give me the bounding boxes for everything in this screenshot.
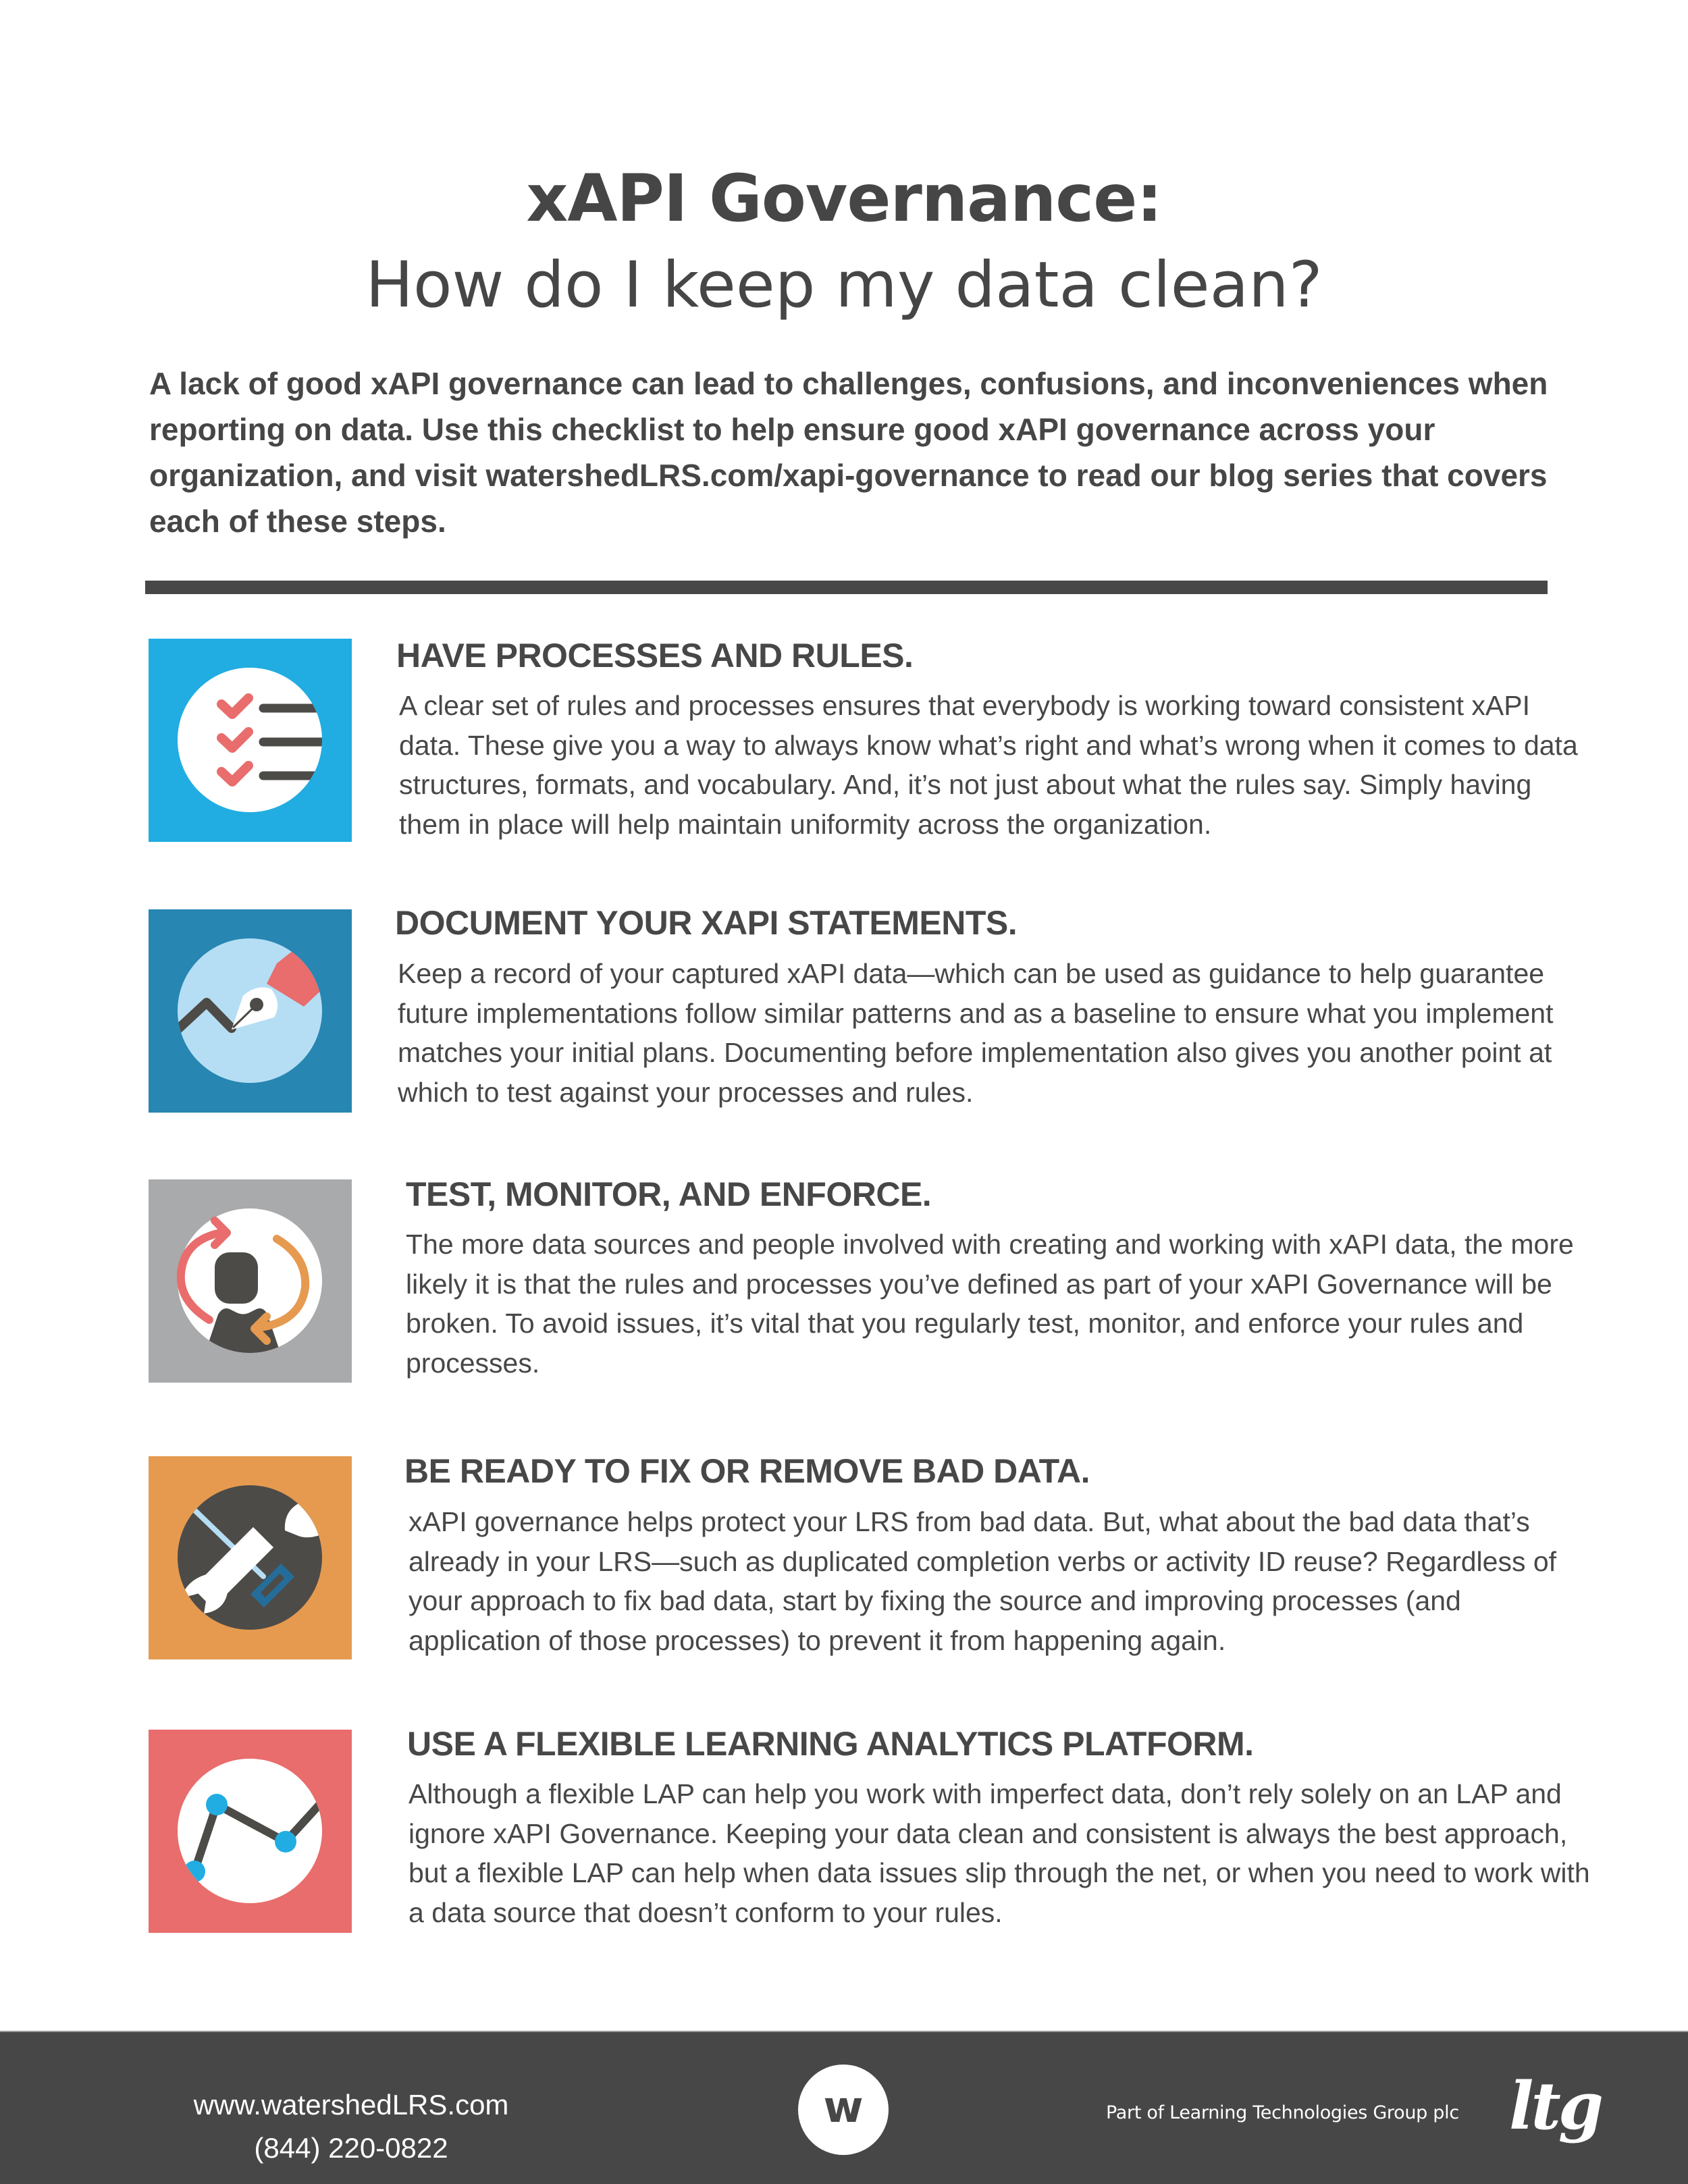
line-chart-icon bbox=[149, 1730, 352, 1933]
section-body: xAPI governance helps protect your LRS from bad data. But, what about the bad data that’s already in your LRS—such as duplicated completion verbs or activity ID reuse? Regardless of your approach to fix bad data, start by fixing the source and improving processes (and application of those processes) to prevent it from happening again. bbox=[408, 1506, 1557, 1656]
section-title: BE READY TO FIX OR REMOVE BAD DATA. bbox=[404, 1452, 1090, 1490]
section-title: DOCUMENT YOUR XAPI STATEMENTS. bbox=[395, 904, 1018, 942]
checklist-icon bbox=[149, 639, 352, 842]
section-body: The more data sources and people involved with creating and working with xAPI data, the more likely it is that the rules and processes you’ve defined as part of your xAPI Governance will be broken. To avoid issues, it’s vital that you regularly test, monitor, and enforce your rules and processes. bbox=[406, 1229, 1574, 1379]
parent-company-text: Part of Learning Technologies Group plc bbox=[1106, 2102, 1459, 2123]
section-body: A clear set of rules and processes ensures that everybody is working toward consistent xAPI data. These give you a way to always know what’s right and what’s wrong when it comes to data structures, formats, and vocabulary. And, it’s not just about what the rules say. Simply having them in place will help maintain uniformity across the organization. bbox=[399, 690, 1578, 840]
person-cycle-icon bbox=[149, 1179, 352, 1383]
section-title: USE A FLEXIBLE LEARNING ANALYTICS PLATFORM. bbox=[407, 1725, 1254, 1763]
page-subtitle: How do I keep my data clean? bbox=[365, 248, 1323, 322]
section-title: HAVE PROCESSES AND RULES. bbox=[396, 637, 914, 674]
footer bbox=[0, 2031, 1688, 2184]
watershed-logo bbox=[798, 2065, 889, 2155]
section-body: Keep a record of your captured xAPI data—which can be used as guidance to help guarantee future implementations follow similar patterns and as a baseline to ensure what you implement matches your initial plans. Documenting before implementation also gives you another point at which to test against your processes and rules. bbox=[398, 958, 1554, 1108]
watershed-logo-letter: w bbox=[823, 2083, 864, 2133]
website-link[interactable]: www.watershedLRS.com bbox=[193, 2089, 509, 2121]
header-divider bbox=[145, 581, 1548, 594]
section-body: Although a flexible LAP can help you work with imperfect data, don’t rely solely on an LAP and ignore xAPI Governance. Keeping your data clean and consistent is always the best approach, but a flexible LAP can help when data issues slip through the net, or when you need to work with a data source that doesn’t conform to your rules. bbox=[408, 1778, 1590, 1928]
wrench-screwdriver-icon bbox=[149, 1456, 352, 1659]
intro-paragraph: A lack of good xAPI governance can lead to challenges, confusions, and inconveniences when reporting on data. Use this checklist to help ensure good xAPI governance across your organization, and visit watershedLRS.com/xapi-governance to read our blog series that covers each of these steps. bbox=[149, 366, 1548, 539]
page-title: xAPI Governance: bbox=[526, 161, 1162, 236]
section-title: TEST, MONITOR, AND ENFORCE. bbox=[406, 1175, 932, 1213]
ltg-logo: ltg bbox=[1509, 2068, 1601, 2144]
pen-nib-icon bbox=[149, 909, 352, 1113]
phone-number[interactable]: (844) 220-0822 bbox=[254, 2132, 448, 2164]
